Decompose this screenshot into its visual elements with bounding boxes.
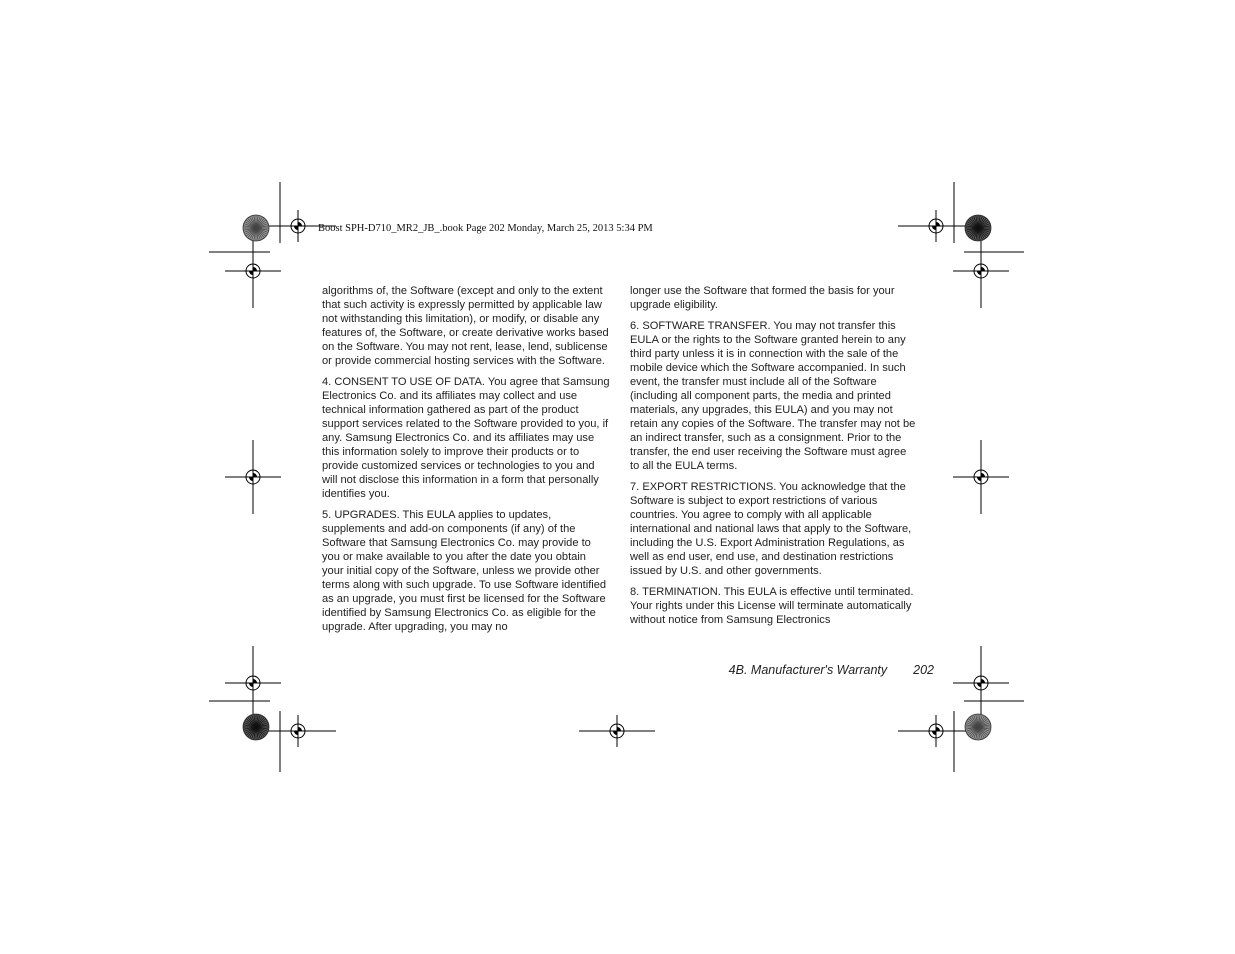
starburst-target-icon bbox=[965, 215, 991, 241]
paragraph: 4. CONSENT TO USE OF DATA. You agree that Samsung Electronics Co. and its affiliates may collect and use technical information gathered as part of the product support services related to the Software provided to you, if any. Samsung Electronics Co. and its affiliates may use this information solely to improve their products or to provide customized services or technologies to you and will not disclose this information in a form that personally identifies you. bbox=[322, 376, 610, 500]
registration-crosshair-icon bbox=[953, 440, 1009, 514]
paragraph: 5. UPGRADES. This EULA applies to updates, supplements and add-on components (if any) of the Software that Samsung Electronics Co. may provide to you or make available to you after the date you obtain your initial copy of the Software, unless we provide other terms along with such upgrade. To use Software identified as an upgrade, you must first be licensed for the Software identified by Samsung Electronics Co. as eligible for the upgrade. After upgrading, you may no bbox=[322, 509, 607, 633]
right-text-column bbox=[630, 284, 918, 634]
left-text-column bbox=[322, 284, 610, 641]
page-footer bbox=[600, 663, 934, 677]
registration-crosshair-icon bbox=[225, 234, 281, 308]
book-slug-line: Boost SPH-D710_MR2_JB_.book Page 202 Monday, March 25, 2013 5:34 PM bbox=[318, 223, 653, 234]
paragraph: 7. EXPORT RESTRICTIONS. You acknowledge that the Software is subject to export restrictions of various countries. You agree to comply with all applicable international and national laws that apply to the Software, including the U.S. Export Administration Regulations, as well as end user, end use, and destination restrictions issued by U.S. and other governments. bbox=[630, 481, 912, 577]
paragraph: 8. TERMINATION. This EULA is effective until terminated. Your rights under this License will terminate automatically without notice from Samsung Electronics bbox=[630, 586, 914, 626]
registration-crosshair-icon bbox=[898, 715, 974, 747]
registration-crosshair-icon bbox=[260, 715, 336, 747]
registration-crosshair-icon bbox=[225, 440, 281, 514]
starburst-target-icon bbox=[965, 714, 991, 740]
registration-crosshair-icon bbox=[953, 234, 1009, 308]
paragraph: 6. SOFTWARE TRANSFER. You may not transfer this EULA or the rights to the Software granted herein to any third party unless it is in connection with the sale of the mobile device which the Software accompanied. In such event, the transfer must include all of the Software (including all component parts, the media and printed materials, any upgrades, this EULA) and you may not retain any copies of the Software. The transfer may not be an indirect transfer, such as a consignment. Prior to the transfer, the end user receiving the Software must agree to all the EULA terms. bbox=[630, 320, 916, 472]
starburst-target-icon bbox=[243, 714, 269, 740]
registration-crosshair-icon bbox=[898, 210, 974, 242]
starburst-target-icon bbox=[243, 215, 269, 241]
registration-crosshair-icon bbox=[579, 715, 655, 747]
registration-crosshair-icon bbox=[953, 646, 1009, 720]
page-number: 202 bbox=[913, 663, 934, 677]
paragraph: longer use the Software that formed the basis for your upgrade eligibility. bbox=[630, 285, 895, 311]
paragraph: algorithms of, the Software (except and only to the extent that such activity is expressly permitted by applicable law not withstanding this limitation), or modify, or disable any features of, the Software, or create derivative works based on the Software. You may not rent, lease, lend, sublicense or provide commercial hosting services with the Software. bbox=[322, 285, 609, 367]
footer-section-title: 4B. Manufacturer's Warranty bbox=[728, 663, 888, 677]
registration-crosshair-icon bbox=[225, 646, 281, 720]
